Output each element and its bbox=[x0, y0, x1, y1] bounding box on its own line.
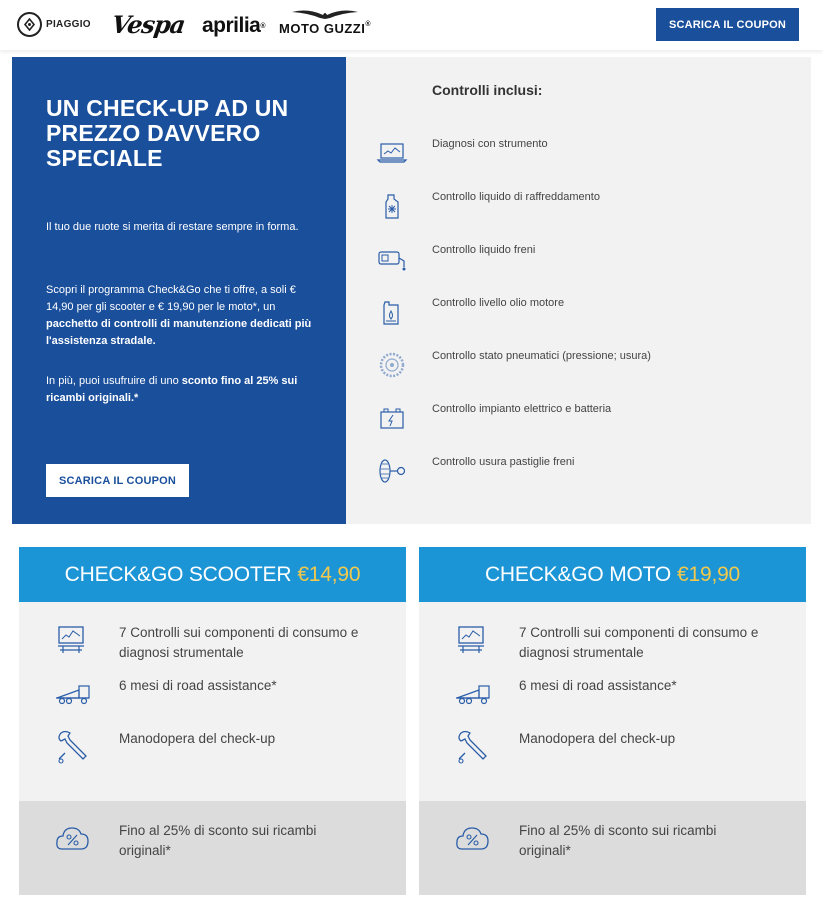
percent-cloud-icon bbox=[455, 821, 491, 857]
check-label: Controllo livello olio motore bbox=[432, 297, 565, 309]
check-item bbox=[376, 190, 796, 222]
checks-panel bbox=[346, 57, 811, 524]
discount-text: Fino al 25% di sconto sui ricambi originali* bbox=[119, 823, 317, 858]
monitor-icon bbox=[55, 623, 91, 659]
hero-offer-text bbox=[46, 282, 326, 350]
tow-truck-icon bbox=[455, 676, 491, 712]
check-label: Diagnosi con strumento bbox=[432, 138, 548, 150]
plan-header bbox=[19, 547, 406, 602]
oil-can-icon bbox=[376, 296, 408, 328]
hero-offer-start: Scopri il programma Check&Go che ti offre, a soli € 14,90 per gli scooter e € 19,90 per le moto*, un bbox=[46, 284, 296, 313]
plan-card-moto bbox=[419, 547, 806, 895]
battery-icon bbox=[376, 402, 408, 434]
guzzi-registered-mark: ® bbox=[365, 21, 372, 28]
site-header bbox=[0, 0, 823, 50]
plan-header bbox=[419, 547, 806, 602]
guzzi-eagle-icon bbox=[290, 8, 360, 20]
check-item bbox=[376, 137, 796, 169]
plan-card-scooter bbox=[19, 547, 406, 895]
header-coupon-button[interactable]: SCARICA IL COUPON bbox=[656, 8, 799, 41]
vespa-logo[interactable]: Vespa bbox=[109, 10, 187, 39]
aprilia-logo[interactable] bbox=[202, 14, 265, 38]
hero-discount-start: In più, puoi usufruire di uno bbox=[46, 375, 182, 387]
check-item bbox=[376, 402, 796, 434]
check-item bbox=[376, 349, 796, 381]
hero-panel bbox=[12, 57, 346, 524]
piaggio-logo[interactable] bbox=[17, 12, 91, 37]
feature-text: Manodopera del check-up bbox=[519, 731, 676, 746]
discount-text: Fino al 25% di sconto sui ricambi originali* bbox=[519, 823, 717, 858]
hero-coupon-button[interactable]: SCARICA IL COUPON bbox=[46, 464, 189, 497]
check-item bbox=[376, 243, 796, 275]
feature-text: 7 Controlli sui componenti di consumo e diagnosi strumentale bbox=[519, 625, 759, 660]
feature-text: Manodopera del check-up bbox=[119, 731, 276, 746]
wrench-icon bbox=[455, 729, 491, 765]
brake-fluid-icon bbox=[376, 243, 408, 275]
piaggio-emblem-icon bbox=[17, 12, 42, 37]
check-label: Controllo usura pastiglie freni bbox=[432, 456, 575, 468]
aprilia-registered-mark: ® bbox=[260, 22, 266, 30]
hero-discount-text bbox=[46, 373, 326, 407]
moto-guzzi-logo[interactable] bbox=[279, 8, 371, 36]
feature-text: 7 Controlli sui componenti di consumo e diagnosi strumentale bbox=[119, 625, 359, 660]
piaggio-wordmark: PIAGGIO bbox=[46, 19, 91, 30]
plan-name: CHECK&GO MOTO bbox=[484, 562, 671, 586]
tire-icon bbox=[376, 349, 408, 381]
brake-pad-icon bbox=[376, 455, 408, 487]
discount-section bbox=[419, 801, 806, 895]
monitor-icon bbox=[455, 623, 491, 659]
wrench-icon bbox=[55, 729, 91, 765]
check-item bbox=[376, 455, 796, 487]
check-label: Controllo stato pneumatici (pressione; usura) bbox=[432, 350, 651, 362]
check-label: Controllo liquido di raffreddamento bbox=[432, 191, 600, 203]
discount-section bbox=[19, 801, 406, 895]
hero-offer-bold: pacchetto di controlli di manutenzione dedicati più l'assistenza stradale. bbox=[46, 318, 312, 347]
plan-price: €14,90 bbox=[297, 562, 361, 586]
hero-title: UN CHECK-UP AD UN PREZZO DAVVERO SPECIALE bbox=[46, 95, 289, 171]
moto-guzzi-wordmark bbox=[279, 21, 371, 36]
coolant-bottle-icon bbox=[376, 190, 408, 222]
plan-price: €19,90 bbox=[677, 562, 741, 586]
plan-name: CHECK&GO SCOOTER bbox=[64, 562, 292, 586]
check-item bbox=[376, 296, 796, 328]
check-label: Controllo impianto elettrico e batteria bbox=[432, 403, 612, 415]
check-label: Controllo liquido freni bbox=[432, 244, 536, 256]
aprilia-wordmark: aprilia bbox=[202, 14, 261, 37]
tow-truck-icon bbox=[55, 676, 91, 712]
hero-discount-bold: sconto fino al 25% sui ricambi originali.* bbox=[46, 375, 298, 404]
diagnostic-laptop-icon bbox=[376, 137, 408, 169]
guzzi-name: MOTO GUZZI bbox=[279, 21, 366, 36]
checks-title: Controlli inclusi: bbox=[432, 82, 543, 98]
hero-intro: Il tuo due ruote si merita di restare sempre in forma. bbox=[46, 221, 299, 233]
percent-cloud-icon bbox=[55, 821, 91, 857]
feature-text: 6 mesi di road assistance* bbox=[119, 678, 277, 693]
feature-text: 6 mesi di road assistance* bbox=[519, 678, 677, 693]
